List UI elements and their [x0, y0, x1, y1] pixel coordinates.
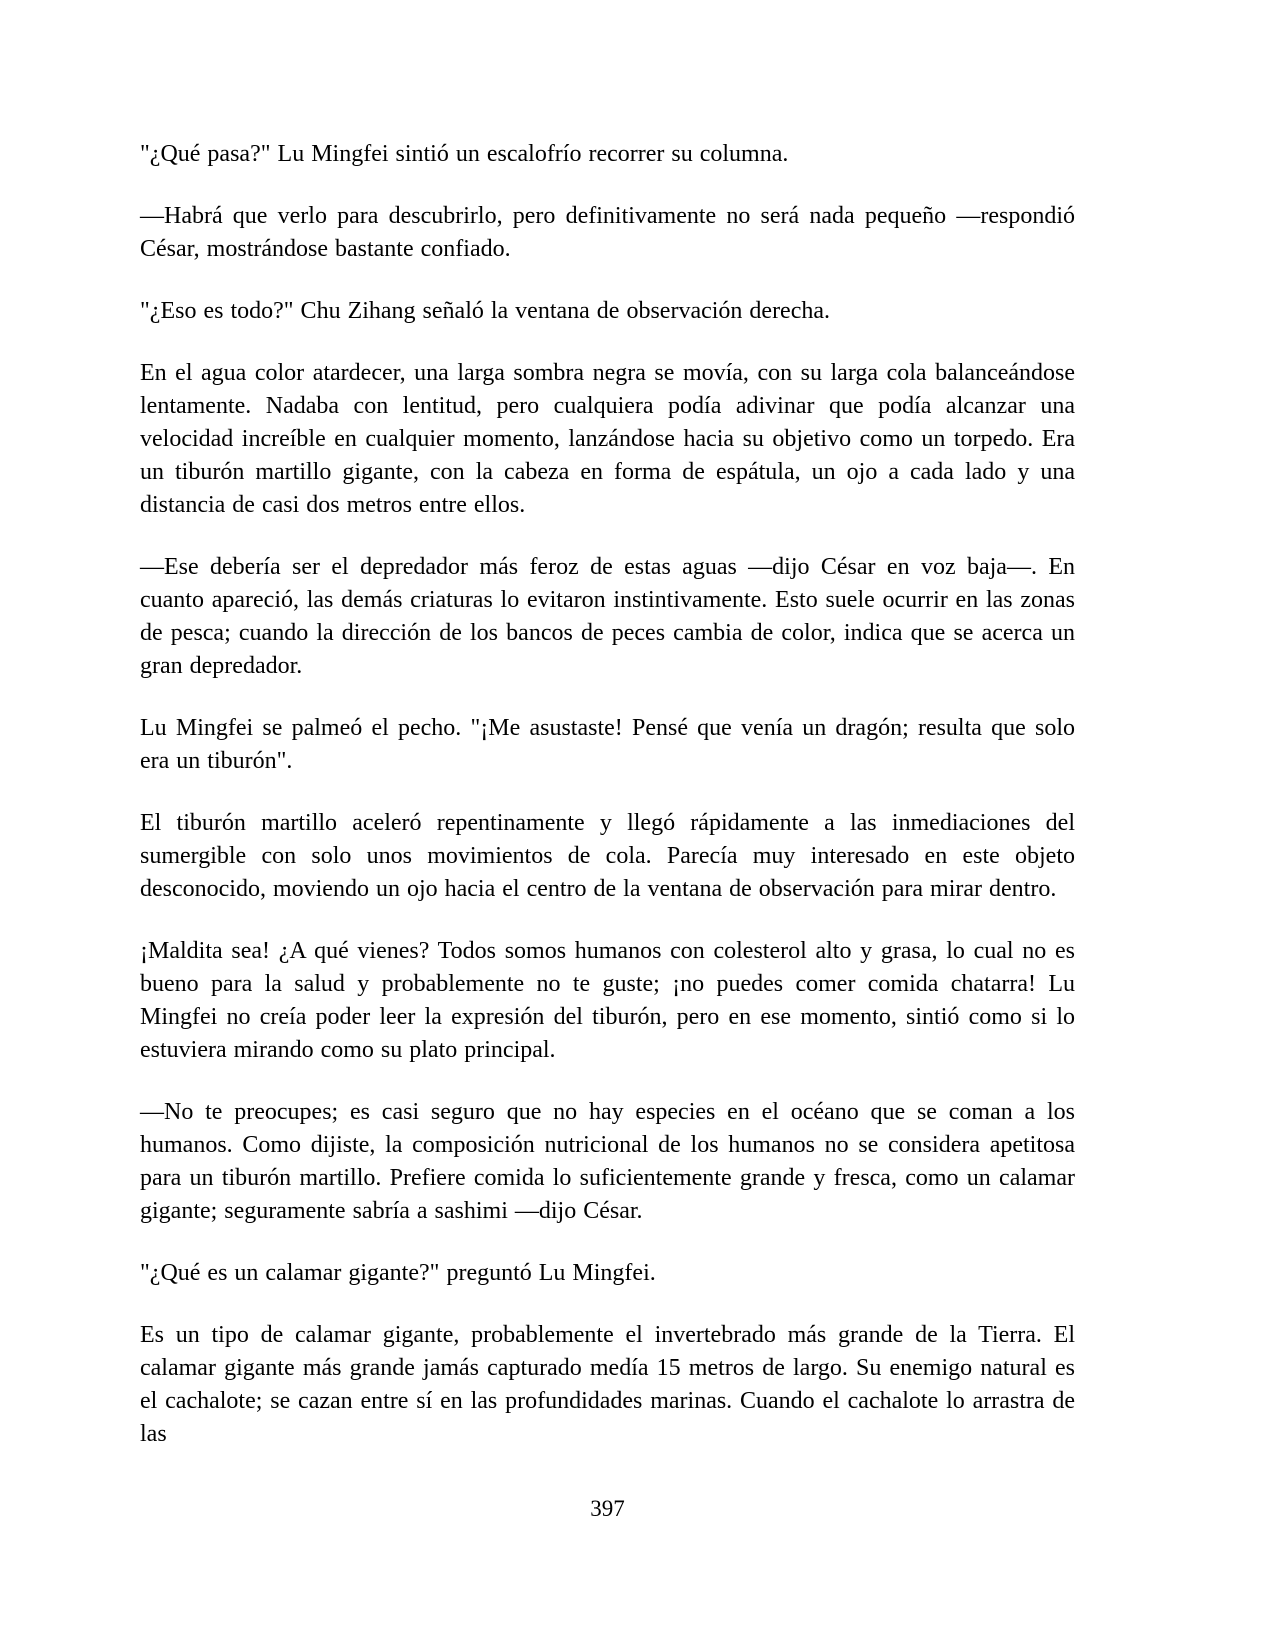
paragraph: El tiburón martillo aceleró repentinamente y llegó rápidamente a las inmediaciones del sumergible con solo unos movimientos de cola. Parecía muy interesado en este objeto desconocido, moviendo un ojo hacia el centro de la ventana de observación para mirar dentro.	[140, 810, 1075, 902]
text-block	[140, 138, 1075, 1480]
paragraph: Lu Mingfei se palmeó el pecho. "¡Me asustaste! Pensé que venía un dragón; resulta que solo era un tiburón".	[140, 715, 1075, 774]
paragraph: —Habrá que verlo para descubrirlo, pero definitivamente no será nada pequeño —respondió César, mostrándose bastante confiado.	[140, 203, 1075, 262]
paragraph: Es un tipo de calamar gigante, probablemente el invertebrado más grande de la Tierra. El calamar gigante más grande jamás capturado medía 15 metros de largo. Su enemigo natural es el cachalote; se cazan entre sí en las profundidades marinas. Cuando el cachalote lo arrastra de las	[140, 1322, 1075, 1447]
paragraph: "¿Qué es un calamar gigante?" preguntó Lu Mingfei.	[140, 1260, 656, 1286]
paragraph: ¡Maldita sea! ¿A qué vienes? Todos somos humanos con colesterol alto y grasa, lo cual no es bueno para la salud y probablemente no te guste; ¡no puedes comer comida chatarra! Lu Mingfei no creía poder leer la expresión del tiburón, pero en ese momento, sintió como si lo estuviera mirando como su plato principal.	[140, 938, 1075, 1063]
paragraph: En el agua color atardecer, una larga sombra negra se movía, con su larga cola balanceándose lentamente. Nadaba con lentitud, pero cualquiera podía adivinar que podía alcanzar una velocidad increíble en cualquier momento, lanzándose hacia su objetivo como un torpedo. Era un tiburón martillo gigante, con la cabeza en forma de espátula, un ojo a cada lado y una distancia de casi dos metros entre ellos.	[140, 360, 1075, 518]
paragraph: —No te preocupes; es casi seguro que no hay especies en el océano que se coman a los humanos. Como dijiste, la composición nutricional de los humanos no se considera apetitosa para un tiburón martillo. Prefiere comida lo suficientemente grande y fresca, como un calamar gigante; seguramente sabría a sashimi —dijo César.	[140, 1099, 1075, 1224]
page-number: 397	[590, 1496, 625, 1521]
paragraph: —Ese debería ser el depredador más feroz de estas aguas —dijo César en voz baja—. En cuanto apareció, las demás criaturas lo evitaron instintivamente. Esto suele ocurrir en las zonas de pesca; cuando la dirección de los bancos de peces cambia de color, indica que se acerca un gran depredador.	[140, 554, 1075, 679]
paragraph: "¿Eso es todo?" Chu Zihang señaló la ventana de observación derecha.	[140, 298, 831, 324]
paragraph: "¿Qué pasa?" Lu Mingfei sintió un escalofrío recorrer su columna.	[140, 141, 789, 167]
